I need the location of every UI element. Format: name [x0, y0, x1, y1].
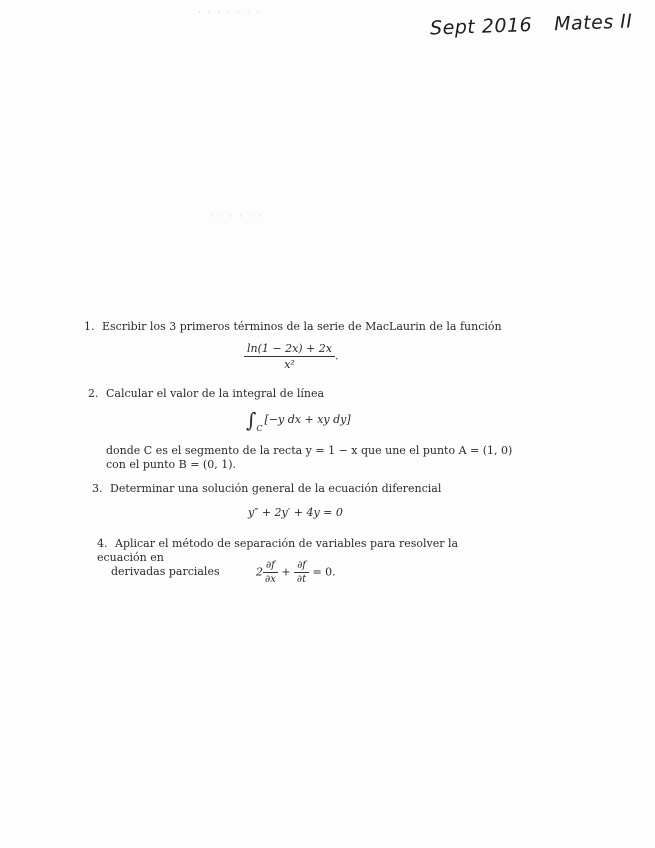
integrand: [−y dx + xy dy] [264, 413, 351, 426]
problem-1-formula: $\frac{\ln(1 - 2x) + 2x}{\text{x²}}$ . [244, 342, 339, 371]
problem-number: 2. [88, 387, 99, 400]
formula-denominator: x² [284, 358, 295, 371]
problem-3-equation: y″ + 2y′ + 4y = 0 [248, 506, 343, 519]
course-name: Mates II [553, 10, 633, 36]
plus-sign: + [281, 565, 291, 579]
problem-text: Calcular el valor de la integral de línea [106, 387, 325, 400]
equation-rhs: = 0. [312, 565, 336, 579]
description-line: con el punto B = (0, 1). [106, 458, 237, 471]
problem-2-description [106, 444, 512, 472]
problem-2-integral [246, 408, 351, 433]
problem-text: Aplicar el método de separación de variables para resolver la ecuación en [97, 537, 459, 564]
bleed-through-marks: · · · · · · [210, 212, 264, 222]
coefficient: 2 [256, 565, 263, 579]
problem-text-continued: derivadas parciales [111, 565, 220, 578]
partial-numerator: ∂f [294, 560, 309, 573]
bleed-through-marks: · · · · · · · [198, 8, 262, 18]
problem-number: 3. [92, 482, 103, 495]
partial-denominator: ∂x [265, 574, 276, 585]
partial-numerator: ∂f [263, 560, 278, 573]
problem-number: 4. [97, 537, 108, 550]
description-line: donde C es el segmento de la recta y = 1 − x que une el punto A = (1, 0) [106, 444, 513, 457]
problem-text: Escribir los 3 primeros términos de la serie de MacLaurin de la función [102, 320, 502, 333]
problem-4-equation [256, 560, 336, 585]
integral-icon: ∫ [246, 408, 257, 432]
problem-number: 1. [84, 320, 95, 333]
problem-2 [88, 387, 324, 401]
formula-numerator: ln(1 − 2x) + 2x [244, 342, 335, 357]
partial-denominator: ∂t [296, 574, 307, 585]
problem-1 [84, 320, 502, 334]
integral-subscript: C [256, 424, 263, 433]
exam-date: Sept 2016 [429, 13, 533, 40]
handwritten-header [430, 10, 633, 39]
problem-text: Determinar una solución general de la ecuación diferencial [110, 482, 442, 495]
problem-3 [92, 482, 441, 496]
